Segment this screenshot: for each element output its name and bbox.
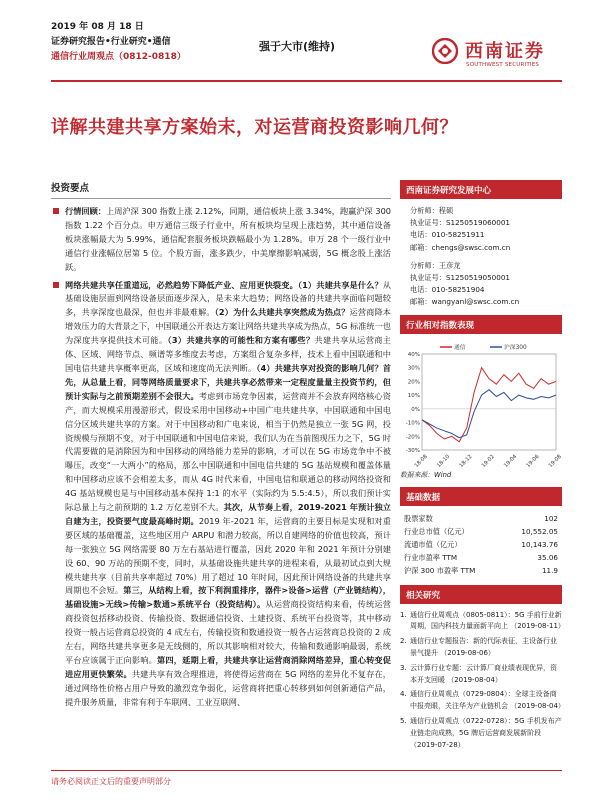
stat-value: 35.06 (537, 552, 558, 562)
plot-frame (422, 354, 556, 450)
header-left (51, 20, 186, 65)
rating: 强于大市(维持) (259, 40, 336, 53)
bullet-icon (53, 282, 59, 288)
analyst-email-label: 邮箱： (410, 242, 432, 252)
list-item-number: 5. (400, 717, 407, 725)
report-series: 证券研究报告•行业研究•通信 (51, 37, 171, 47)
footer-disclaimer: 请务必阅读正文后的重要声明部分 (51, 777, 171, 786)
y-tick-label: -10% (405, 420, 420, 427)
analyst-cert-label: 执业证号： (410, 218, 446, 228)
x-tick-label: 18-12 (458, 453, 474, 468)
analyst-phone: 010-58251904 (431, 285, 485, 295)
y-tick-label: 20% (407, 379, 420, 386)
list-item-number: 4. (400, 690, 407, 699)
paragraph-label: 行情回顾： (65, 206, 107, 216)
list-item-number: 1. (400, 610, 407, 619)
table-row (400, 564, 562, 577)
analyst-email-label: 邮箱： (410, 297, 432, 307)
analyst-cert: S1250519050001 (445, 273, 510, 283)
list-item-text: 通信行业周观点（0729-0804）：全球主设备商中报亮眼，关注华为产业链机会 （2019-08-04） (410, 690, 565, 711)
list-item-text: 云计算行业专题：云计算厂商业绩表现优异，资本开支回暖 （2019-08-04） (410, 663, 557, 684)
stat-value: 11.9 (541, 565, 558, 575)
stat-label: 流通市值（亿元） (404, 539, 462, 549)
stat-value: 10,143.76 (521, 539, 558, 549)
stat-label: 行业市盈率 TTM (404, 552, 458, 562)
basic-data-table (400, 512, 562, 577)
analyst-phone-label: 电话： (410, 285, 432, 295)
x-tick-label: 19-02 (480, 453, 496, 468)
footer-divider (51, 770, 562, 771)
analyst-cert: S1250519060001 (445, 218, 510, 228)
stat-value: 10,552.05 (521, 526, 558, 536)
sidebar-heading-reports: 相关研究 (400, 585, 562, 604)
related-reports-list (400, 610, 565, 752)
analyst-phone-label: 电话： (410, 230, 432, 240)
analyst-email[interactable]: chengs@swsc.com.cn (431, 242, 511, 252)
table-row (400, 538, 562, 551)
stat-label: 沪深 300 市盈率 TTM (404, 565, 476, 575)
paragraph-bold: 网络共建共享任重道远，必然趋势下降低产业、应用更快裂变。（1）共建共享是什么？ (65, 279, 383, 290)
paragraph-bold: 其次，从节奏上看，2019-2021 年预计独立自建为主，投资要气度最高峰时期。 (65, 502, 391, 526)
company-logo (432, 34, 562, 74)
x-tick-label: 19-06 (525, 453, 541, 468)
y-tick-label: 10% (407, 392, 420, 399)
list-item-text: 通信行业专题报告：新的代际表征，主设备行业景气提升 （2019-08-06） (410, 637, 557, 658)
page-title: 详解共建共享方案始末，对运营商投资影响几何？ (51, 117, 458, 138)
analyst-email[interactable]: wangyanl@swsc.com.cn (431, 297, 520, 307)
list-item-number: 3. (400, 663, 407, 672)
list-item[interactable] (400, 663, 562, 687)
x-tick-label: 18-08 (413, 453, 429, 468)
y-tick-label: -20% (405, 433, 420, 440)
report-week: 通信行业周观点（0812-0818） (51, 52, 186, 62)
list-item[interactable] (400, 716, 562, 751)
list-item-text: 通信行业周观点（0722-0728）：5G 手机发布产业链走向成熟，5G 牌后运营商发展新阶段 （2019-07-28） (410, 717, 562, 749)
paragraph-bold: （3）共建共享的可能性和方案有哪些？ (167, 335, 315, 346)
section-rule (51, 198, 391, 199)
series-line-1 (422, 367, 556, 441)
bullet-icon (53, 208, 59, 214)
analyst-card (400, 260, 562, 309)
legend-label: 沪深300 (504, 344, 527, 351)
analyst-cert-label: 执业证号： (410, 273, 446, 283)
sidebar-heading-center: 西南证券研究发展中心 (400, 180, 562, 199)
y-tick-label: 0% (411, 406, 420, 413)
analyst-name-label: 分析师： (410, 260, 439, 270)
paragraph-bold: 第三，从结构上看，按下利润重排序，器件>设备>运营（产业链结构），基础设施>无线>传输>数通>系统平台（投资结构）。 (65, 585, 391, 610)
table-row (400, 512, 562, 525)
logo-mark-icon (432, 38, 458, 64)
chart-svg (400, 340, 562, 468)
main-column (51, 180, 391, 714)
list-item-text: 通信行业周观点（0805-0811）：5G 手前行业新周期，国内科技力量面新平向上 （2019-08-11） (410, 610, 565, 631)
paragraph-text: 运营商降本增效压力的大背景之下，中国联通公开表达方案让网络共建共享成为热点，5G 标准统一也为深度共享提供技术可能。 (65, 307, 391, 346)
stat-label: 行业总市值（亿元） (404, 526, 469, 536)
stat-label: 股票家数 (404, 513, 433, 523)
section-heading: 投资要点 (51, 183, 90, 194)
x-tick-label: 19-04 (503, 453, 519, 468)
paragraph-text: 上周沪深 300 指数上涨 2.12%，同期，通信板块上涨 3.34%，跑赢沪深 300 指数 1.22 个百分点。申万通信三级子行业中，所有板块均呈现上涨趋势，其中通信设备板块涨幅最大为 5.99%，通信配套服务板块跌幅最小为 1.28%。申万 28 个一级行业中通信行业涨幅位居第 5 位。个股方面，涨多跌少，中美摩擦影响减弱，5G 概念股上涨活跃。 (65, 206, 391, 272)
table-row (400, 551, 562, 564)
list-item[interactable] (400, 689, 565, 713)
list-item[interactable] (400, 636, 562, 660)
logo-text-en: SOUTHWEST SECURITIES (466, 62, 540, 68)
chart-source: 数据来源：Wind (400, 470, 452, 479)
report-date: 2019 年 08 月 18 日 (51, 22, 144, 32)
analyst-name: 王彦龙 (438, 260, 461, 270)
paragraph-bold: 第四，延期上看，共建共享让运营商消除网络差异，重心转变促进应用更快繁荣。 (65, 655, 391, 679)
sidebar (400, 180, 565, 754)
paragraph-text: 共建共享从运营商主体、区域、网络节点、频谱等多维度去考虑，方案组合复杂多样，技术上看中国联通和中国电信共建共享概率更高，区域和速度尚无法判断。 (65, 335, 391, 373)
paragraph-co-build (51, 279, 391, 710)
paragraph-market-review (51, 205, 391, 275)
y-tick-label: 30% (407, 365, 420, 372)
sidebar-heading-chart: 行业相对指数表现 (400, 315, 562, 334)
y-tick-label: -30% (405, 447, 420, 454)
header-divider (51, 80, 562, 82)
list-item[interactable] (400, 610, 565, 634)
paragraph-text: 从基础设施层面到网络设备层面逐步深入，是未来大趋势；网络设备的共建共享面临问题较多，共享深度也最深，但也并非最难解。 (65, 279, 391, 318)
paragraph-bold: （2）为什么共建共享突然成为热点？ (214, 307, 350, 318)
legend-label: 通信 (454, 344, 466, 351)
analyst-phone: 010-58251911 (431, 230, 485, 240)
analyst-name-label: 分析师： (410, 206, 439, 215)
table-row (400, 525, 562, 538)
series-line-2 (422, 389, 556, 437)
analyst-name: 程硕 (438, 206, 454, 215)
x-tick-label: 18-10 (436, 453, 452, 468)
paragraph-text: 共建共享有效合理推进，将使得运营商在 5G 网络的差异化不复存在，通过网络性价格占用户导致的激烈竞争弱化，运营商将把重心转移到如何创新通信产品，提升服务质量，非常有利于车联网、工业互联网、 (65, 668, 391, 707)
analyst-card (400, 205, 562, 254)
x-tick-label: 19-08 (547, 453, 562, 468)
logo-text-cn: 西南证券 (465, 41, 545, 62)
y-tick-label: 40% (407, 351, 420, 358)
paragraph-text: 2019 年-2021 年，运营商的主要目标是实现和对重要区域的基础覆盖，这些地区用户 ARPU 和潜力较高，所以自建网络的价值也较高，预计每一张独立 5G 网络需要 80 万左右基站进行覆盖，因此 2020 年和 2021 年预计分别建设 60、90 万站的预期不变，同时，从基础设施共建共享的进程来看，从最初试点到大规模共建共享（目前共享率超过 70%）用了超过 10 年时间，因此预计网络设备的共建共享周期也不会短。 (65, 515, 391, 596)
paragraph-bold: （4）共建共享对投资的影响几何？首先，从总量上看，同等网络质量要求下，共建共享必然带来一定程度量量主投资节约，但预计实际与之前预期差别不会很大。 (65, 362, 391, 401)
list-item-number: 2. (400, 637, 407, 646)
paragraph-text: 从运营商投资结构来看，传统运营商投资包括移动投资、传输投资、数据通信投资、土建投资、系统平台投资等，其中移动投资一般占运营商总投资的 4 成左右，传输投资和数通投资一般各占运营商总投资的 2 成左右，网络共建共享更多是无线侧的，所以其影响相对较大，传输和数通影响最弱，系统平台应该属于正向影响。 (65, 599, 391, 665)
sidebar-heading-stats: 基础数据 (400, 487, 562, 506)
relative-index-chart (400, 340, 562, 468)
paragraph-text: 考虑到市场竞争因素，运营商并不会放弃网络核心资产，而大规模采用漫游形式，假设采用中国移动+中国广电共建共享，中国联通和中国电信分区域共建共享的方案。对于中国移动和广电来说，相当于仍然是独立一张 5G 网，投资规模与预期不变，对于中国联通和中国电信来说，我们认为在当前图现压力之下，5G 时代需要做的是消除因为和中国移动的网络能力差异的影响，才可以在 5G 市场竞争中不被曝压，改变“一大两小”的格局，那么中国联通和中国电信共建的 5G 基站规模和覆盖体量和中国移动应该不会相差太多，而从 4G 时代来看，中国电信和联通总的移动网络投资和 4G 基站规模也是与中国移动基本保持 1:1 的水平（实际约为 5.5:4.5），所以我们预计实际总量上与之前预期的 1.2 万亿差别不大。 (65, 390, 391, 513)
stat-value: 102 (544, 513, 558, 523)
